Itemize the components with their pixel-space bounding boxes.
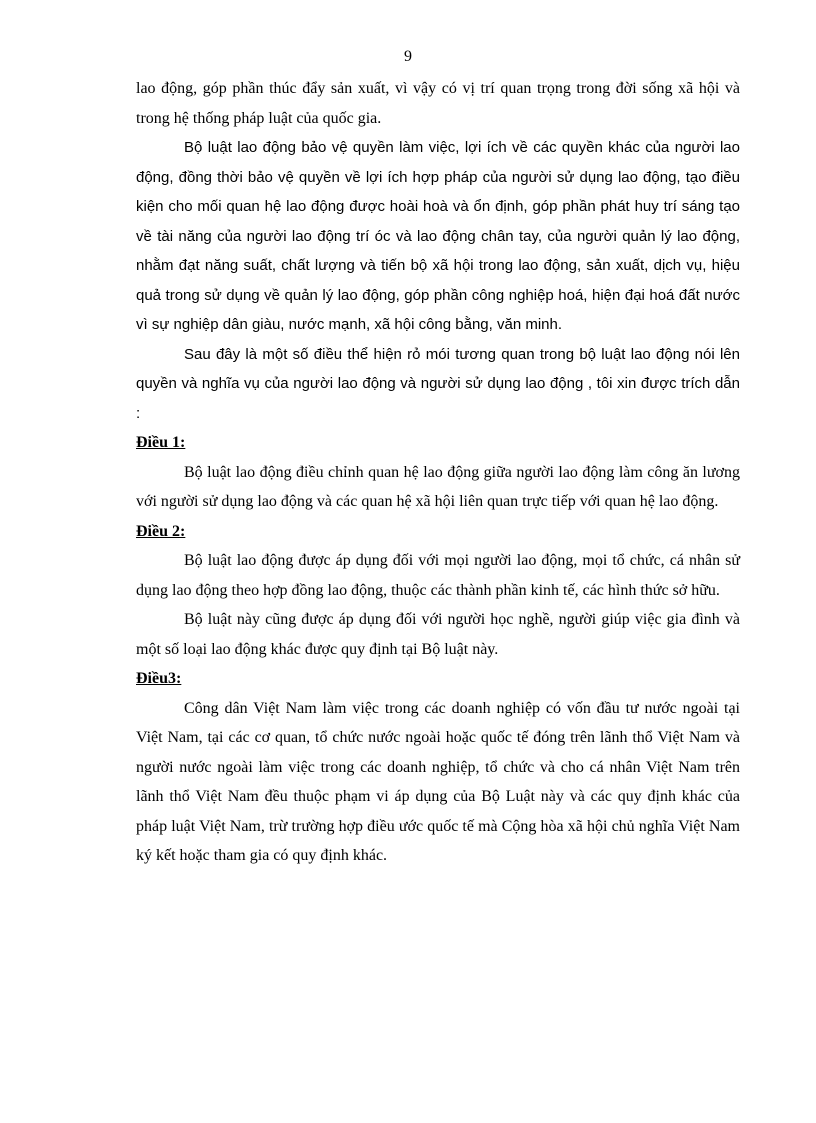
article-2-paragraph: Bộ luật lao động được áp dụng đối với mọi người lao động, mọi tổ chức, cá nhân sử dụng lao động theo hợp đồng lao động, thuộc các thành phần kinh tế, các hình thức sở hữu.	[136, 552, 740, 599]
article-2-heading: Điều 2:	[136, 522, 186, 540]
paragraph-introduction: Sau đây là một số điều thể hiện rỏ mói tương quan trong bộ luật lao động nói lên quyền và nghĩa vụ của người lao động và người sử dụng lao động , tôi xin được trích dẫn :	[136, 345, 740, 422]
paragraph-labor-code-purpose: Bộ luật lao động bảo vệ quyền làm việc, lợi ích về các quyền khác của người lao động, đồng thời bảo vệ quyền về lợi ích hợp pháp của người sử dụng lao động, tạo điều kiện cho mối quan hệ lao động được hoài hoà và ổn định, góp phần phát huy trí sáng tạo về tài năng của người lao động trí óc và lao động chân tay, của người quản lý lao động, nhằm đạt năng suất, chất lượng và tiến bộ xã hội trong lao động, sản xuất, dịch vụ, hiệu quả trong sử dụng về quản lý lao động, góp phần công nghiệp hoá, hiện đại hoá đất nước vì sự nghiệp dân giàu, nước mạnh, xã hội công bằng, văn minh.	[136, 139, 740, 333]
paragraph-continuation: lao động, góp phần thúc đẩy sản xuất, vì vậy có vị trí quan trọng trong đời sống xã hội và trong hệ thống pháp luật của quốc gia.	[136, 80, 740, 127]
page-number: 9	[404, 48, 412, 65]
document-body	[136, 74, 740, 871]
article-3-paragraph: Công dân Việt Nam làm việc trong các doanh nghiệp có vốn đầu tư nước ngoài tại Việt Nam, tại các cơ quan, tổ chức nước ngoài hoặc quốc tế đóng trên lãnh thổ Việt Nam và người nước ngoài làm việc trong các doanh nghiệp, tổ chức và cho cá nhân Việt Nam trên lãnh thổ Việt Nam đều thuộc phạm vi áp dụng của Bộ Luật này và các quy định khác của pháp luật Việt Nam, trừ trường hợp điều ước quốc tế mà Cộng hòa xã hội chủ nghĩa Việt Nam ký kết hoặc tham gia có quy định khác.	[136, 699, 740, 864]
article-2-paragraph: Bộ luật này cũng được áp dụng đối với người học nghề, người giúp việc gia đình và một số loại lao động khác được quy định tại Bộ luật này.	[136, 611, 740, 658]
article-3-heading: Điều3:	[136, 670, 182, 687]
article-1-heading: Điều 1:	[136, 434, 186, 451]
article-1-paragraph: Bộ luật lao động điều chỉnh quan hệ lao động giữa người lao động làm công ăn lương với người sử dụng lao động và các quan hệ xã hội liên quan trực tiếp với quan hệ lao động.	[136, 463, 740, 510]
